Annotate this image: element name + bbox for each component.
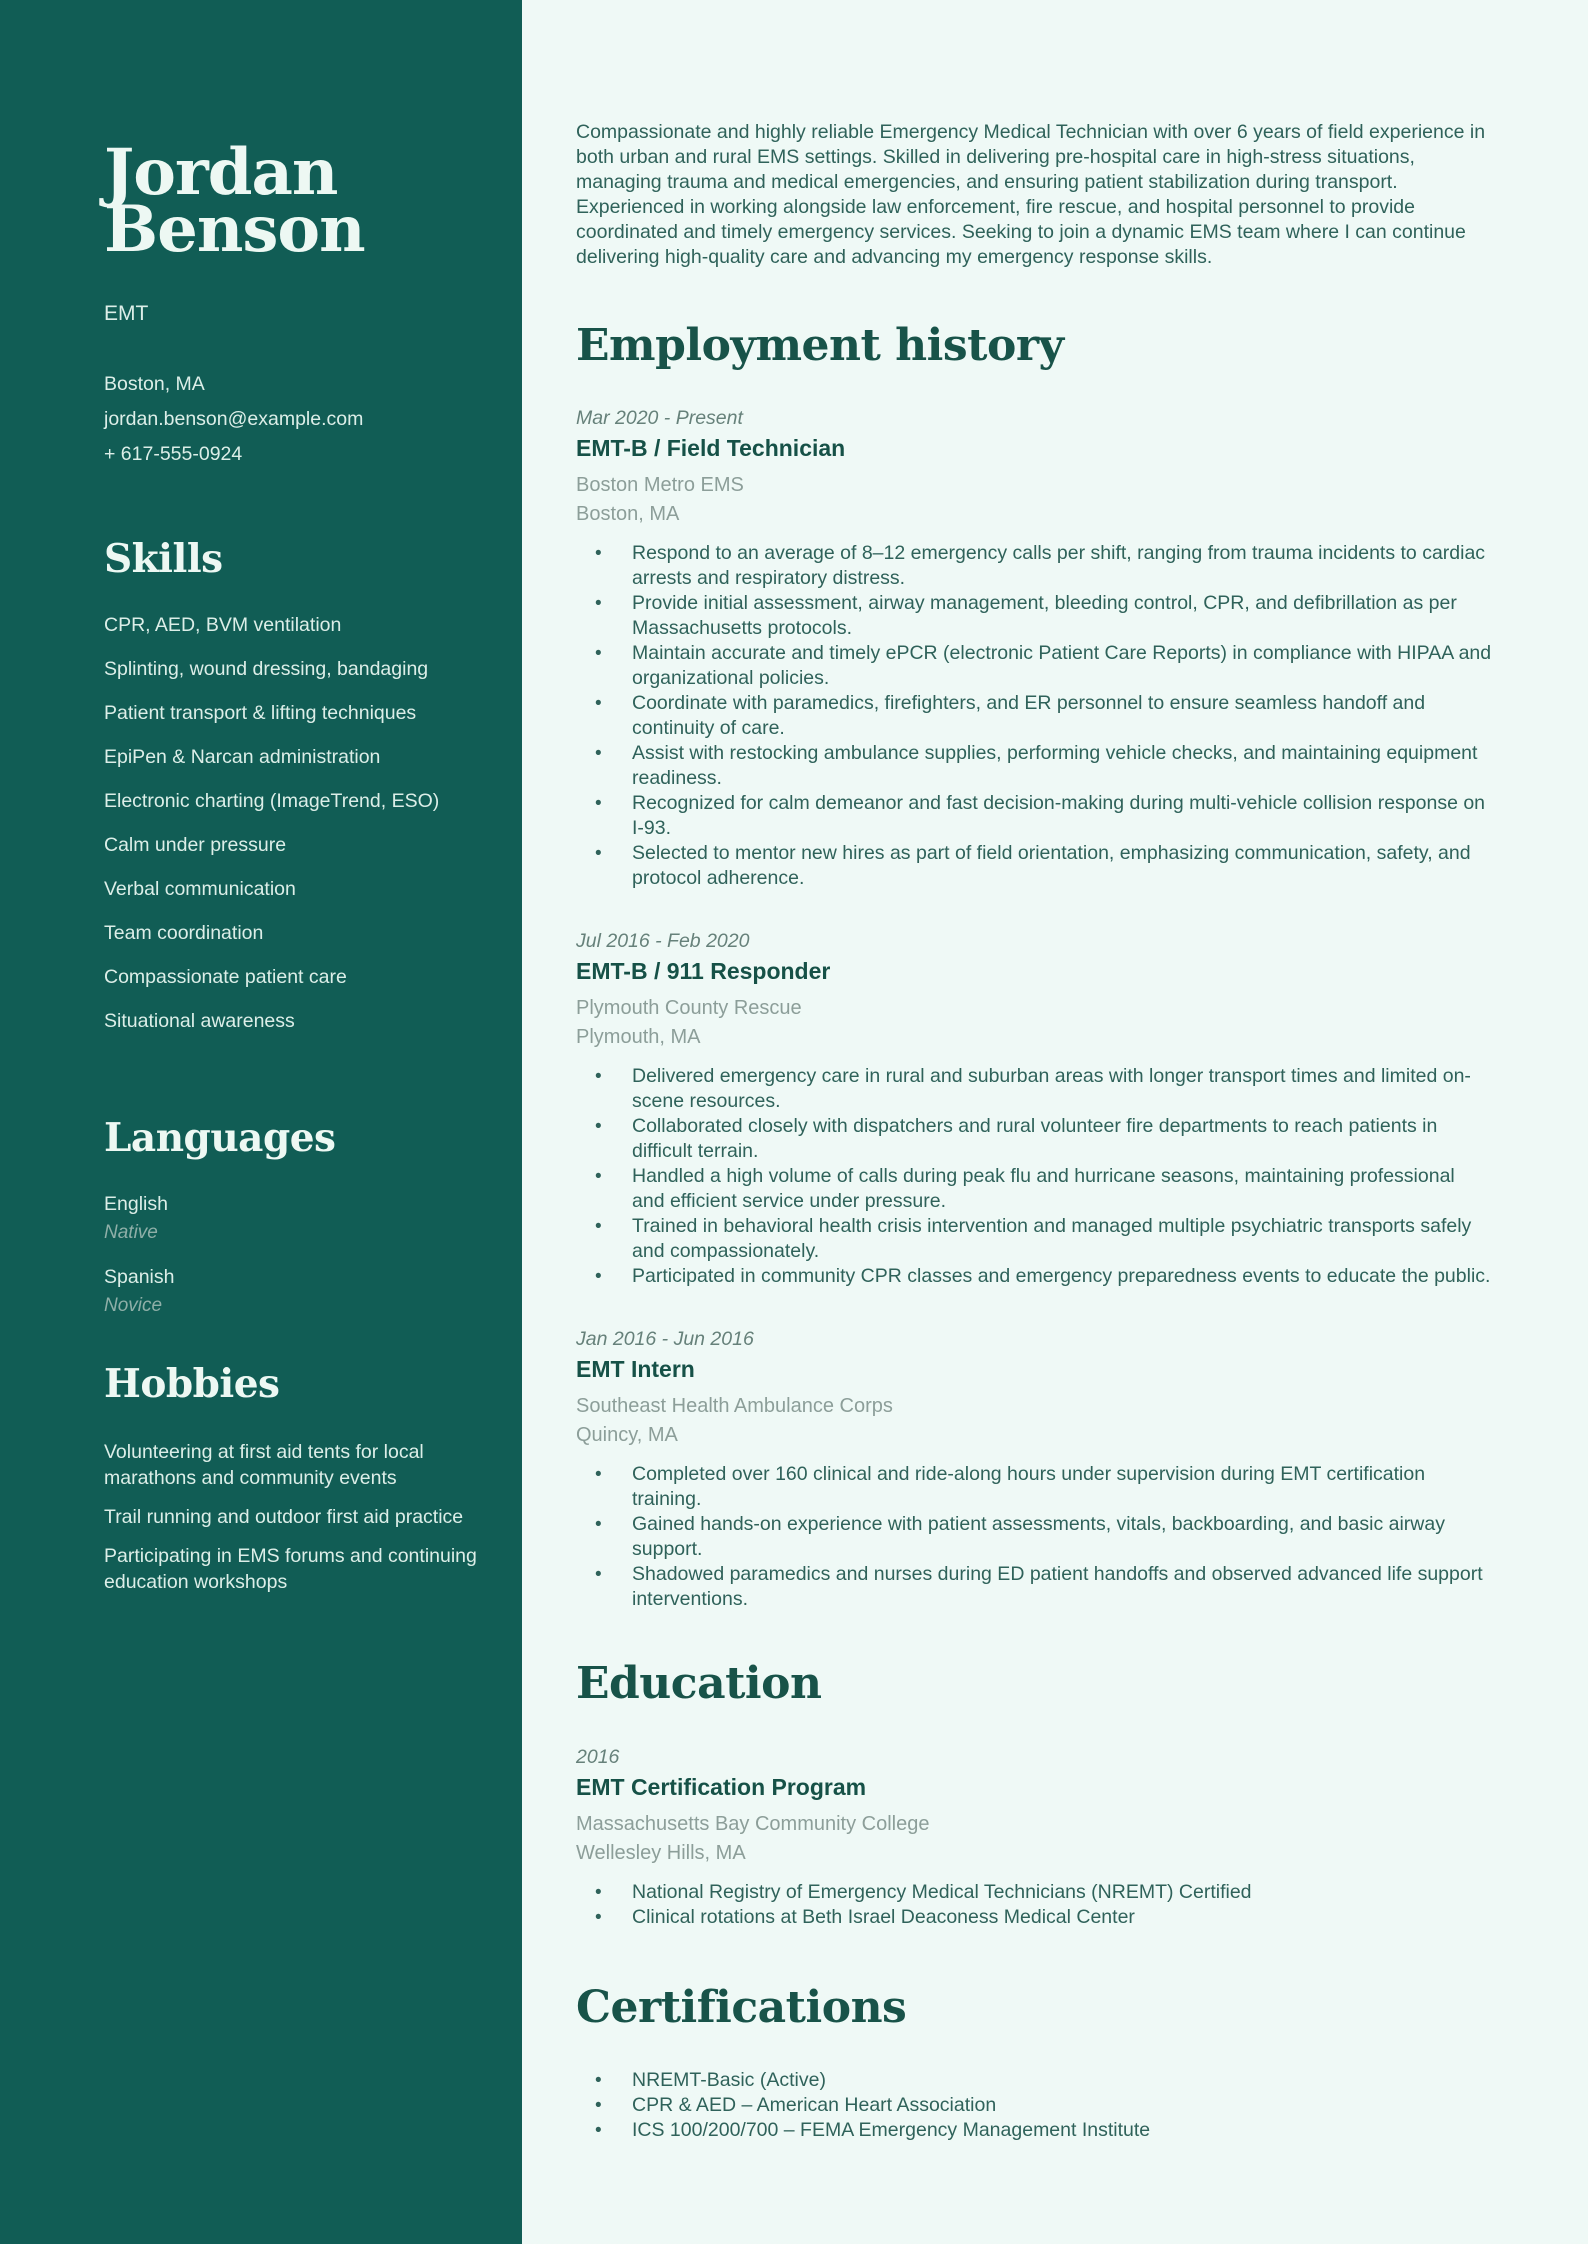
certification-item: • ICS 100/200/700 – FEMA Emergency Management Institute xyxy=(576,2118,1492,2143)
bullet-item: • Shadowed paramedics and nurses during ED patient handoffs and observed advanced life support interventions. xyxy=(576,1562,1492,1612)
hobby-item: Trail running and outdoor first aid practice xyxy=(104,1505,464,1528)
bullet-item: • Assist with restocking ambulance supplies, performing vehicle checks, and maintaining equipment readiness. xyxy=(576,741,1492,791)
certifications-section xyxy=(576,1981,1492,2144)
education-heading: Education xyxy=(576,1658,822,1710)
skill-item: CPR, AED, BVM ventilation xyxy=(104,614,342,637)
certifications-list xyxy=(576,2068,1492,2143)
job-entry xyxy=(576,406,1492,891)
bullet-item: • Delivered emergency care in rural and suburban areas with longer transport times and limited on-scene resources. xyxy=(576,1064,1492,1114)
hobbies-list xyxy=(104,1439,486,1595)
language-name: English xyxy=(104,1193,168,1216)
languages-list xyxy=(104,1192,486,1318)
job-entry xyxy=(576,929,1492,1289)
education-title: EMT Certification Program xyxy=(576,1773,867,1800)
hobbies-section xyxy=(104,1362,486,1594)
skills-heading: Skills xyxy=(104,535,223,582)
candidate-name xyxy=(104,134,486,267)
education-school: Massachusetts Bay Community College xyxy=(576,1812,930,1835)
job-company: Southeast Health Ambulance Corps xyxy=(576,1395,893,1418)
employment-heading: Employment history xyxy=(576,319,1064,371)
education-entry xyxy=(576,1745,1492,1930)
education-location: Wellesley Hills, MA xyxy=(576,1841,746,1864)
skill-item: Calm under pressure xyxy=(104,834,287,857)
bullet-item: • National Registry of Emergency Medical Technicians (NREMT) Certified xyxy=(576,1880,1492,1905)
bullet-item: • Respond to an average of 8–12 emergency calls per shift, ranging from trauma incidents to cardiac arrests and respiratory distress. xyxy=(576,541,1492,591)
bullet-item: • Selected to mentor new hires as part of field orientation, emphasizing communication, safety, and protocol adherence. xyxy=(576,841,1492,891)
certification-item: • CPR & AED – American Heart Association xyxy=(576,2093,1492,2118)
job-bullets xyxy=(576,1462,1492,1612)
job-dates: Jan 2016 - Jun 2016 xyxy=(576,1328,754,1351)
skills-list xyxy=(104,613,486,1034)
bullet-item: • Provide initial assessment, airway management, bleeding control, CPR, and defibrillation as per Massachusetts protocols. xyxy=(576,591,1492,641)
bullet-item: • Completed over 160 clinical and ride-along hours under supervision during EMT certification training. xyxy=(576,1462,1492,1512)
skill-item: Situational awareness xyxy=(104,1010,295,1033)
bullet-item: • Gained hands-on experience with patient assessments, vitals, backboarding, and basic airway support. xyxy=(576,1512,1492,1562)
skill-item: Electronic charting (ImageTrend, ESO) xyxy=(104,790,440,813)
languages-heading: Languages xyxy=(104,1115,336,1162)
bullet-item: • Participated in community CPR classes and emergency preparedness events to educate the public. xyxy=(576,1264,1492,1289)
certification-item: • NREMT-Basic (Active) xyxy=(576,2068,1492,2093)
skill-item: Patient transport & lifting techniques xyxy=(104,702,417,725)
hobby-item: Volunteering at first aid tents for local marathons and community events xyxy=(104,1440,424,1489)
job-location: Plymouth, MA xyxy=(576,1026,701,1049)
hobby-item: Participating in EMS forums and continuing education workshops xyxy=(104,1544,477,1593)
skill-item: Splinting, wound dressing, bandaging xyxy=(104,658,429,681)
sidebar xyxy=(0,0,522,2244)
job-role-title: EMT xyxy=(104,301,149,325)
job-company: Boston Metro EMS xyxy=(576,474,744,497)
skill-item: Team coordination xyxy=(104,922,264,945)
bullet-item: • Handled a high volume of calls during peak flu and hurricane seasons, maintaining professional and efficient service under pressure. xyxy=(576,1164,1492,1214)
education-section xyxy=(576,1660,1492,1930)
candidate-last-name: Benson xyxy=(104,191,365,267)
skills-section xyxy=(104,537,486,1034)
candidate-first-name: Jordan xyxy=(104,134,338,210)
job-bullets xyxy=(576,1064,1492,1289)
bullet-item: • Clinical rotations at Beth Israel Deaconess Medical Center xyxy=(576,1905,1492,1930)
contact-location: Boston, MA xyxy=(104,372,205,395)
languages-section xyxy=(104,1116,486,1318)
contact-email: jordan.benson@example.com xyxy=(104,407,364,430)
language-level: Novice xyxy=(104,1295,163,1317)
contact-phone: + 617-555-0924 xyxy=(104,442,243,465)
job-title: EMT Intern xyxy=(576,1356,695,1383)
hobbies-heading: Hobbies xyxy=(104,1361,280,1408)
bullet-item: • Collaborated closely with dispatchers and rural volunteer fire departments to reach patients in difficult terrain. xyxy=(576,1114,1492,1164)
profile-summary: Compassionate and highly reliable Emergency Medical Technician with over 6 years of field experience in both urban and rural EMS settings. Skilled in delivering pre-hospital care in high-stress situations, managing trauma and medical emergencies, and ensuring patient stabilization during transport. Experienced in working alongside law enforcement, fire rescue, and hospital personnel to provide coordinated and timely emergency services. Seeking to join a dynamic EMS team where I can continue delivering high-quality care and advancing my emergency response skills. xyxy=(576,120,1486,268)
job-dates: Jul 2016 - Feb 2020 xyxy=(576,930,750,953)
skill-item: EpiPen & Narcan administration xyxy=(104,746,381,769)
job-company: Plymouth County Rescue xyxy=(576,997,802,1020)
language-item xyxy=(104,1265,486,1318)
skill-item: Compassionate patient care xyxy=(104,966,347,989)
bullet-item: • Coordinate with paramedics, firefighters, and ER personnel to ensure seamless handoff and continuity of care. xyxy=(576,691,1492,741)
bullet-item: • Trained in behavioral health crisis intervention and managed multiple psychiatric transports safely and compassionately. xyxy=(576,1214,1492,1264)
contact-block xyxy=(104,372,486,467)
language-item xyxy=(104,1192,486,1245)
bullet-item: • Recognized for calm demeanor and fast decision-making during multi-vehicle collision response on I-93. xyxy=(576,791,1492,841)
certifications-heading: Certifications xyxy=(576,1981,907,2033)
job-dates: Mar 2020 - Present xyxy=(576,407,743,430)
job-entry xyxy=(576,1327,1492,1612)
job-bullets xyxy=(576,541,1492,891)
job-title: EMT-B / Field Technician xyxy=(576,435,846,462)
job-location: Boston, MA xyxy=(576,503,680,526)
language-name: Spanish xyxy=(104,1266,175,1289)
language-level: Native xyxy=(104,1222,158,1244)
main-content xyxy=(522,0,1588,2244)
bullet-item: • Maintain accurate and timely ePCR (electronic Patient Care Reports) in compliance with HIPAA and organizational policies. xyxy=(576,641,1492,691)
job-location: Quincy, MA xyxy=(576,1424,678,1447)
education-dates: 2016 xyxy=(576,1745,620,1768)
employment-section xyxy=(576,319,1492,1613)
job-title: EMT-B / 911 Responder xyxy=(576,958,831,985)
education-bullets xyxy=(576,1880,1492,1930)
skill-item: Verbal communication xyxy=(104,878,296,901)
